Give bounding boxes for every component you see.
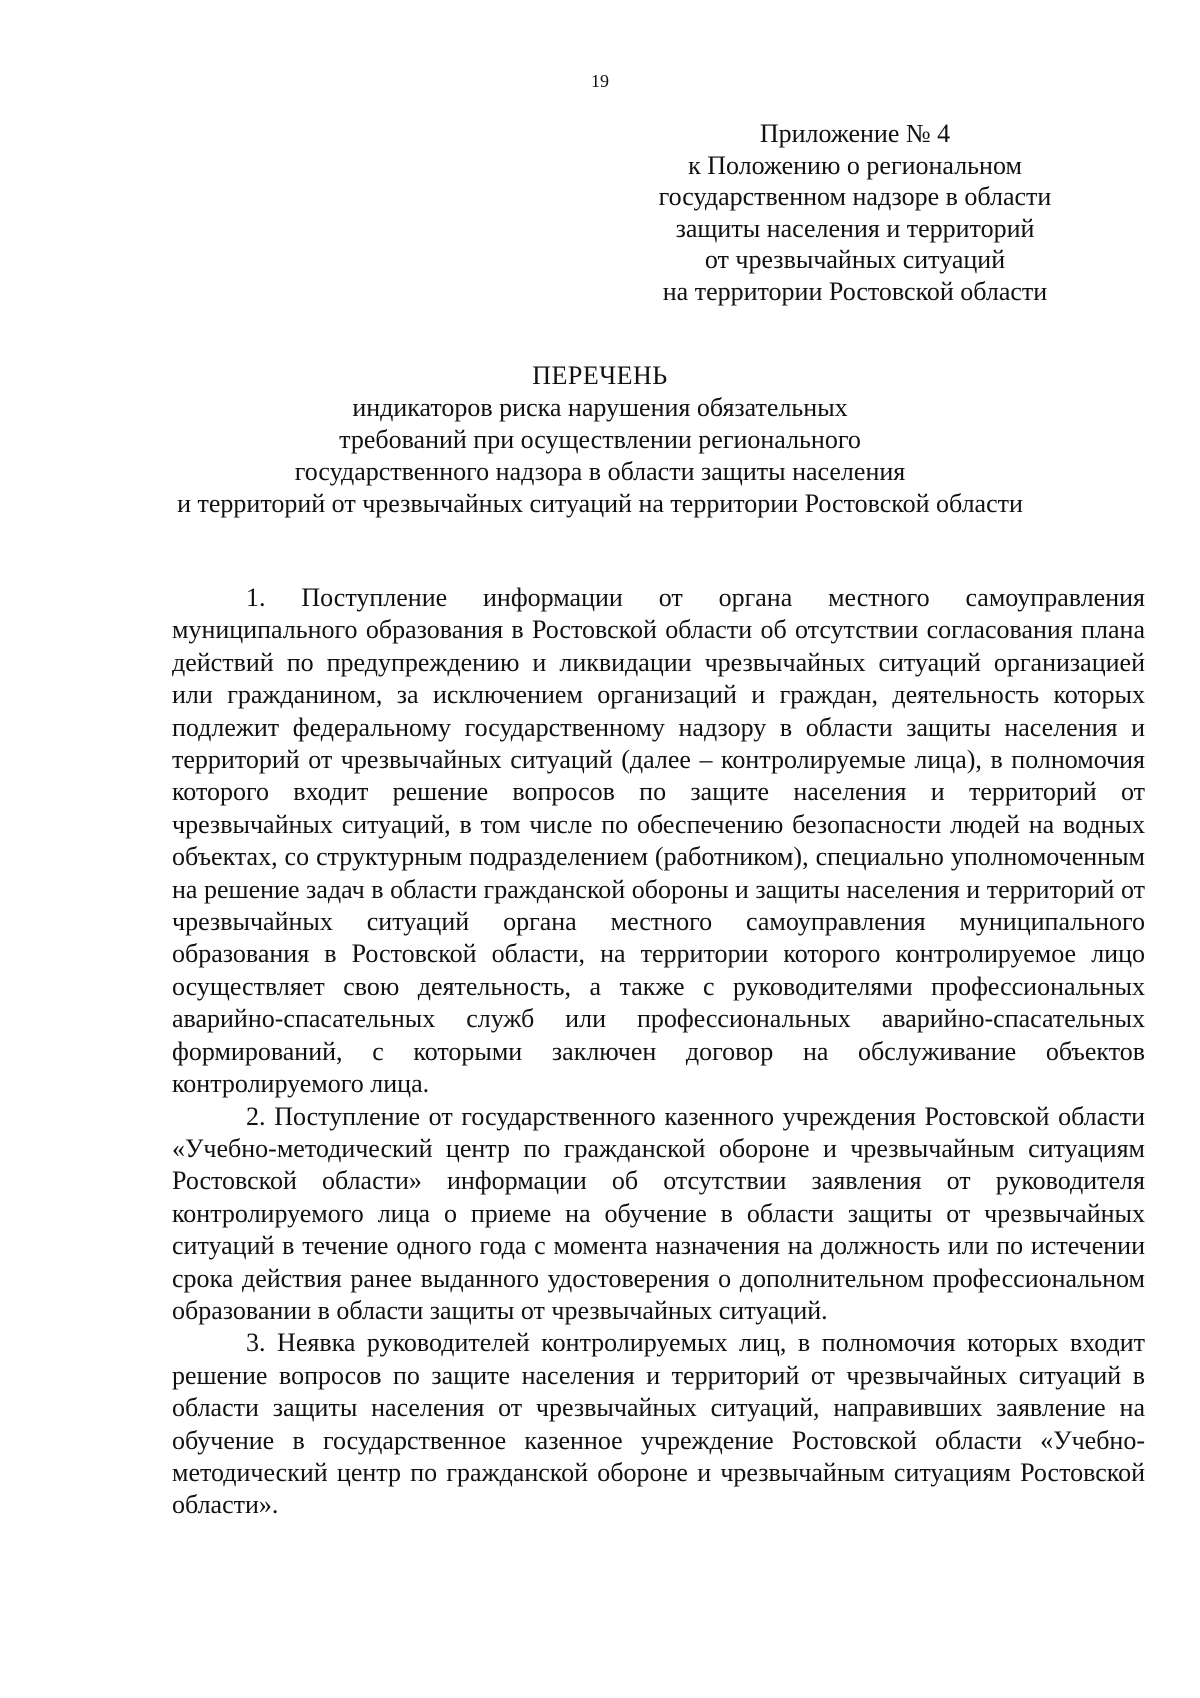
page-number: 19 — [591, 71, 609, 91]
title-subtitle-line: и территорий от чрезвычайных ситуаций на территории Ростовской области — [177, 489, 1023, 518]
title-heading: ПЕРЕЧЕНЬ — [532, 361, 668, 390]
annex-line: Приложение № 4 — [759, 119, 951, 148]
annex-line: к Положению о региональном — [688, 150, 1022, 180]
annex-header — [655, 118, 1055, 307]
annex-line: государственном надзоре в области — [658, 182, 1052, 211]
title-subtitle-line: индикаторов риска нарушения обязательных — [352, 393, 848, 422]
annex-line: защиты населения и территорий — [675, 213, 1035, 243]
title-subtitle-line: государственного надзора в области защиты населения — [294, 457, 906, 486]
annex-line: от чрезвычайных ситуаций — [704, 245, 1006, 274]
paragraph-2: 2. Поступление от государственного казенного учреждения Ростовской области «Учебно-методический центр по гражданской обороне и чрезвычайным ситуациям Ростовской области» информации об отсутствии заявления от руководителя контролируемого лица о приеме на обучение в области защиты от чрезвычайных ситуаций в течение одного года с момента назначения на должность или по истечении срока действия ранее выданного удостоверения о дополнительном профессиональном образовании в области защиты от чрезвычайных ситуаций. — [172, 1101, 1145, 1325]
paragraph-3: 3. Неявка руководителей контролируемых лиц, в полномочия которых входит решение вопросов по защите населения и территорий от чрезвычайных ситуаций в области защиты населения от чрезвычайных ситуаций, направивших заявление на обучение в государственное казенное учреждение Ростовской области «Учебно-методический центр по гражданской обороне и чрезвычайным ситуациям Ростовской области». — [172, 1328, 1145, 1520]
paragraph-1: 1. Поступление информации от органа местного самоуправления муниципального образования в Ростовской области об отсутствии согласования плана действий по предупреждению и ликвидации чрезвычайных ситуаций организацией или гражданином, за исключением организаций и граждан, деятельность которых подлежит федеральному государственному надзору в области защиты населения и территорий от чрезвычайных ситуаций (далее – контролируемые лица), в полномочия которого входит решение вопросов по защите населения и территорий от чрезвычайных ситуаций, в том числе по обеспечению безопасности людей на водных объектах, со структурным подразделением (работником), специально уполномоченным на решение задач в области гражданской обороны и защиты населения и территорий от чрезвычайных ситуаций органа местного самоуправления муниципального образования в Ростовской области, на территории которого контролируемое лицо осуществляет свою деятельность, а также с руководителями профессиональных аварийно-спасательных служб или профессиональных аварийно-спасательных формирований, с которыми заключен договор на обслуживание объектов контролируемого лица. — [172, 583, 1145, 1099]
annex-line: на территории Ростовской области — [662, 276, 1048, 306]
document-body — [172, 582, 1145, 1522]
document-title — [150, 360, 1050, 520]
title-subtitle-line: требований при осуществлении регионального — [339, 425, 861, 454]
